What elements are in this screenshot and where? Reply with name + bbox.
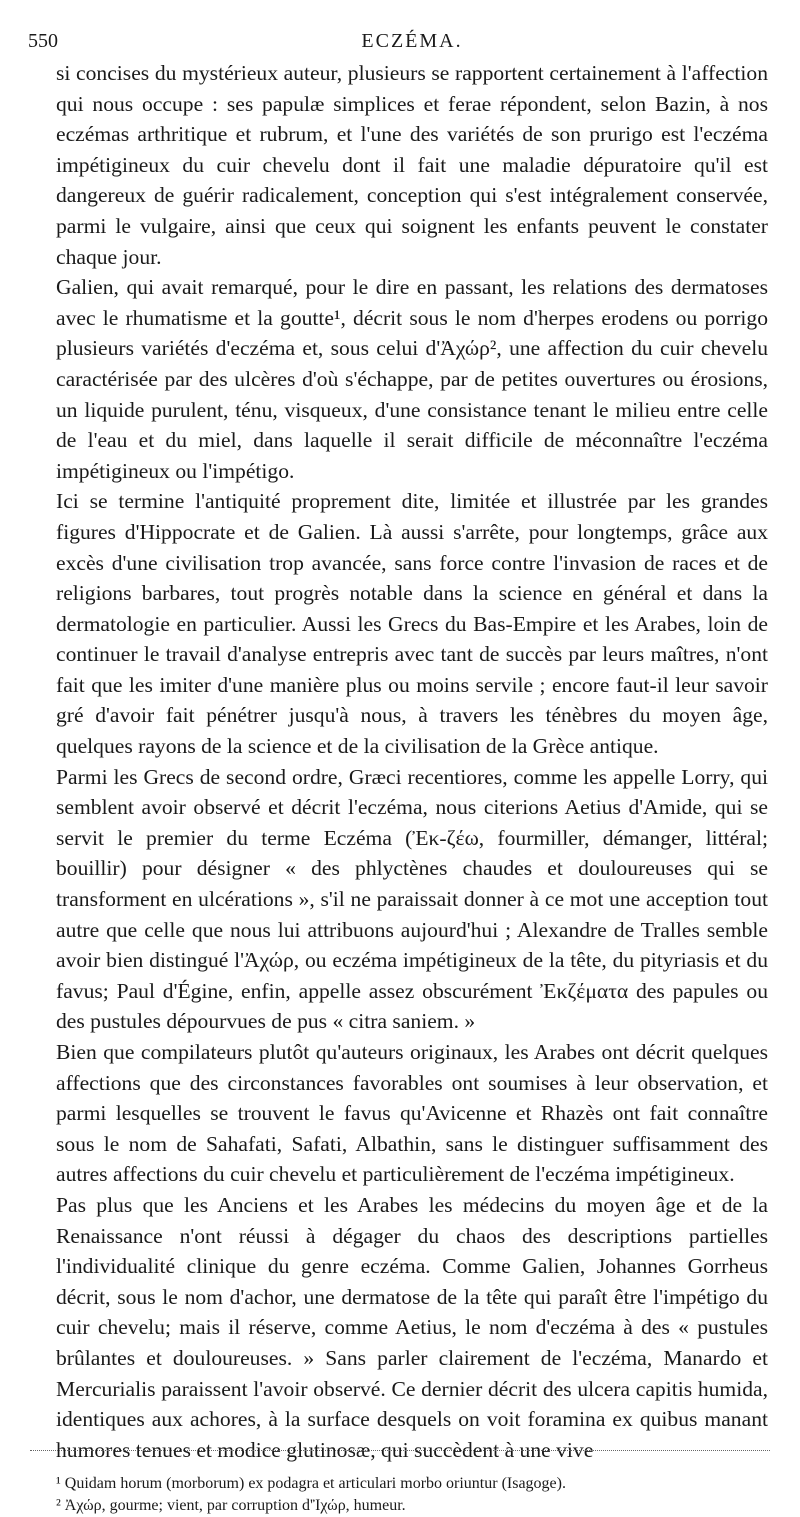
page-header (28, 30, 768, 54)
paragraph: Galien, qui avait remarqué, pour le dire en passant, les relations des dermatoses avec le rhumatisme et la goutte¹, décrit sous le nom d'herpes erodens ou porrigo plusieurs variétés d'eczéma et, sous celui d'Ἀχώρ², une affection du cuir chevelu caractérisée par des ulcères d'où s'échappe, par de petites ouvertures ou érosions, un liquide purulent, ténu, visqueux, d'une consistance tenant le milieu entre celle de l'eau et du miel, dans laquelle il serait difficile de méconnaître l'eczéma impétigineux ou l'impétigo. (56, 275, 768, 483)
page-number: 550 (28, 30, 58, 52)
book-page (28, 30, 768, 1517)
paragraph: Ici se termine l'antiquité proprement dite, limitée et illustrée par les grandes figures d'Hippocrate et de Galien. Là aussi s'arrête, pour longtemps, grâce aux excès d'une civilisation trop avancée, sans force contre l'invasion de races et de religions barbares, tout progrès notable dans la science en général et dans la dermatologie en particulier. Aussi les Grecs du Bas-Empire et les Arabes, loin de continuer le travail d'analyse entrepris avec tant de succès par leurs maîtres, n'ont fait que les imiter d'une manière plus ou moins servile ; encore faut-il leur savoir gré d'avoir fait pénétrer jusqu'à nous, à travers les ténèbres du moyen âge, quelques rayons de la science et de la civilisation de la Grèce antique. (56, 489, 768, 759)
paragraph: Bien que compilateurs plutôt qu'auteurs originaux, les Arabes ont décrit quelques affections que des circonstances favorables ont soumises à leur observation, et parmi lesquelles se trouvent le favus qu'Avicenne et Rhazès ont fait connaître sous le nom de Sahafati, Safati, Albathin, sans le distinguer suffisamment des autres affections du cuir chevelu et particulièrement de l'eczéma impétigineux. (56, 1040, 768, 1187)
footnote: ² Ἀχώρ, gourme; vient, par corruption d'Ἰχώρ, humeur. (56, 1497, 406, 1515)
paragraph: si concises du mystérieux auteur, plusieurs se rapportent certainement à l'affection qui nous occupe : ses papulæ simplices et ferae répondent, selon Bazin, à nos eczémas arthritique et rubrum, et l'une des variétés de son prurigo est l'eczéma impétigineux du cuir chevelu dont il fait une maladie dépuratoire qu'il est dangereux de guérir radicalement, conception qui s'est intégralement conservée, parmi le vulgaire, ainsi que ceux qui soignent les enfants peuvent le constater chaque jour. (56, 61, 768, 269)
running-title: ECZÉMA. (361, 30, 463, 52)
paragraph: Pas plus que les Anciens et les Arabes les médecins du moyen âge et de la Renaissance n'ont réussi à dégager du chaos des descriptions partielles l'individualité clinique du genre eczéma. Comme Galien, Johannes Gorrheus décrit, sous le nom d'achor, une dermatose de la tête qui paraît être l'impétigo du cuir chevelu; mais il réserve, comme Aetius, le nom d'eczéma à des « pustules brûlantes et douloureuses. » Sans parler clairement de l'eczéma, Manardo et Mercurialis paraissent l'avoir observé. Ce dernier décrit des ulcera capitis humida, identiques aux achores, à la surface desquels on voit foramina ex quibus manant humores tenues et modice glutinosæ, qui succèdent à une vive (56, 1192, 768, 1462)
bottom-rule (30, 1450, 770, 1451)
footnote: ¹ Quidam horum (morborum) ex podagra et articulari morbo oriuntur (Isagoge). (56, 1475, 566, 1493)
footnotes (56, 1473, 768, 1517)
paragraph: Parmi les Grecs de second ordre, Græci recentiores, comme les appelle Lorry, qui semblent avoir observé et décrit l'eczéma, nous citerions Aetius d'Amide, qui se servit le premier du terme Eczéma (Ἐκ-ζέω, fourmiller, démanger, littéral; bouillir) pour désigner « des phlyctènes chaudes et douloureuses qui se transforment en ulcérations », s'il ne paraissait donner à ce mot une acception tout autre que celle que nous lui attribuons aujourd'hui ; Alexandre de Tralles semble avoir bien distingué l'Ἀχώρ, ou eczéma impétigineux de la tête, du pityriasis et du favus; Paul d'Égine, enfin, appelle assez obscurément Ἐκζέματα des papules ou des pustules dépourvues de pus « citra saniem. » (56, 764, 768, 1034)
